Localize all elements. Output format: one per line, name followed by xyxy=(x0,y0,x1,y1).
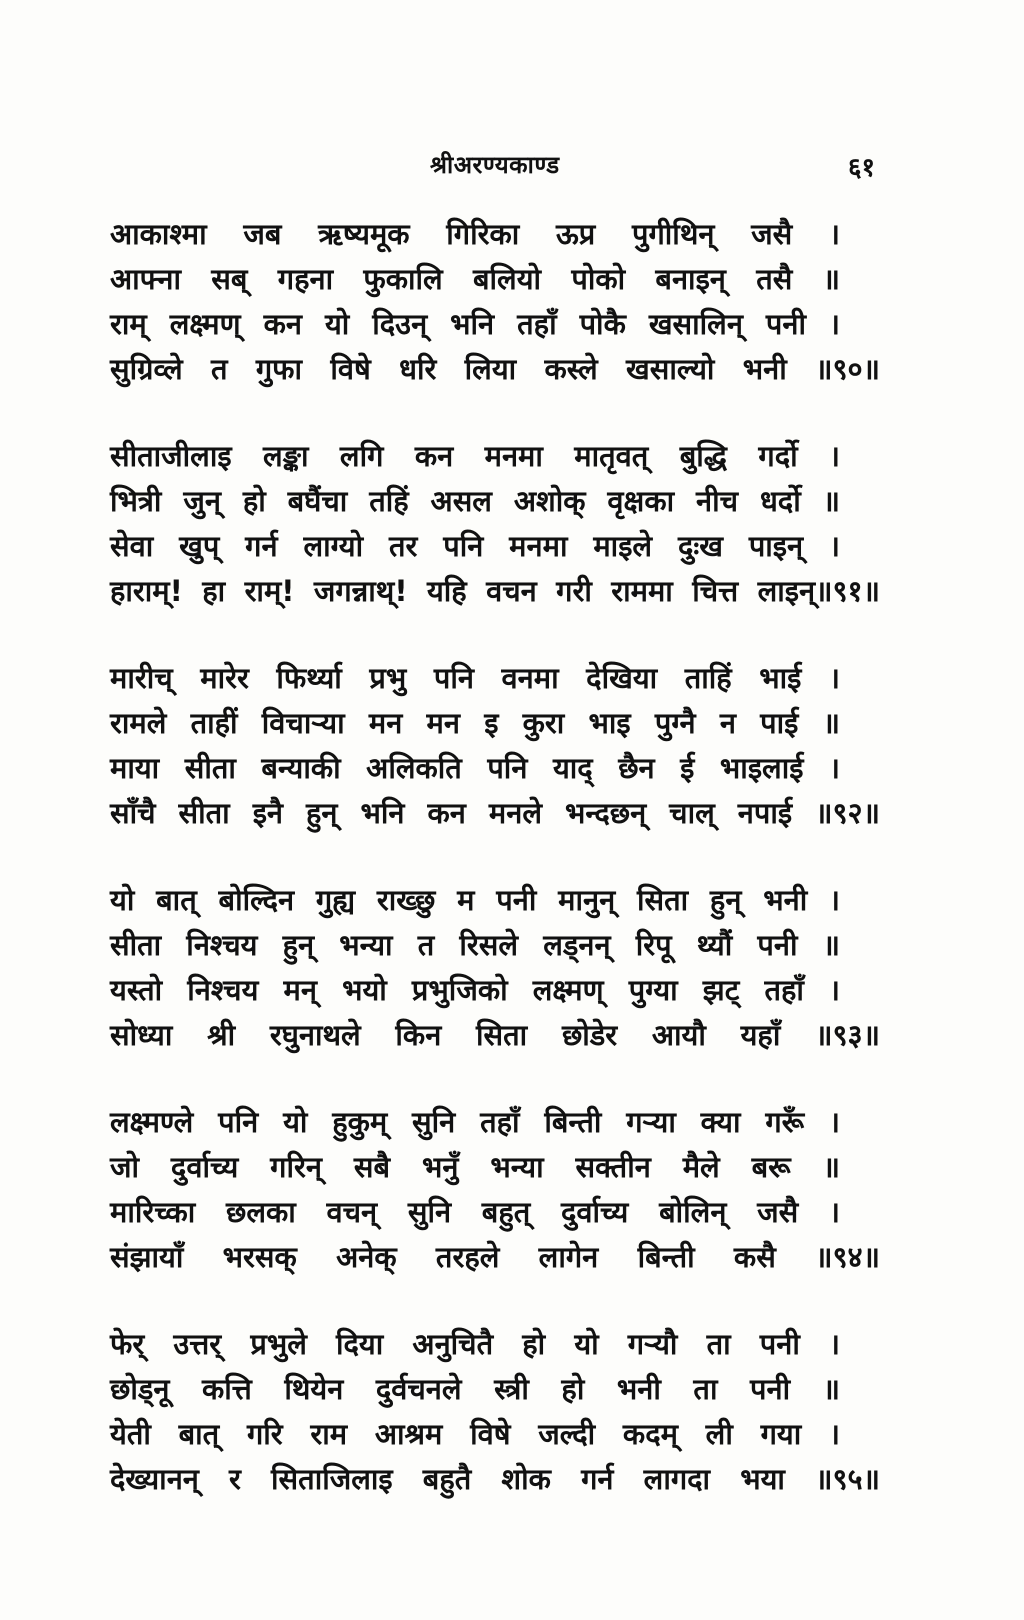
verse-line: यस्तो निश्चय मन् भयो प्रभुजिको लक्ष्मण् पुग्या झट् तहाँ । xyxy=(110,973,840,1007)
stanza-94 xyxy=(110,1100,900,1280)
verse-line: रामले ताहीं विचाऱ्या मन मन इ कुरा भाइ पुग्नै न पाई ॥ xyxy=(110,706,840,740)
verse-line: हाराम्! हा राम्! जगन्नाथ्! यहि वचन गरी राममा चित्त लाइन्॥९१॥ xyxy=(110,574,880,608)
stanza-95 xyxy=(110,1322,900,1502)
verse-line: यो बात् बोल्दिन गुह्य राख्छु म पनी मानुन् सिता हुन् भनी । xyxy=(110,883,840,917)
verse-line: लक्ष्मण्ले पनि यो हुकुम् सुनि तहाँ बिन्ती गऱ्या क्या गरूँ । xyxy=(110,1105,840,1139)
verse-line: सुग्रिव्ले त गुफा विषे धरि लिया कस्ले खसाल्यो भनी ॥९०॥ xyxy=(110,352,880,386)
running-header xyxy=(0,148,1024,188)
verse-line: राम् लक्ष्मण् कन यो दिउन् भनि तहाँ पोकै खसालिन् पनी । xyxy=(110,307,840,341)
verse-line: साँचै सीता इनै हुन् भनि कन मनले भन्दछन् चाल् नपाई ॥९२॥ xyxy=(110,796,880,830)
page-number: ६१ xyxy=(848,153,876,183)
verse-line: देख्यानन् र सिताजिलाइ बहुतै शोक गर्न लागदा भया ॥९५॥ xyxy=(110,1462,880,1496)
verse-line: सोध्या श्री रघुनाथले किन सिता छोडेर आयौ यहाँ ॥९३॥ xyxy=(110,1018,880,1052)
stanza-90 xyxy=(110,212,900,392)
verse-line: सीता निश्चय हुन् भन्या त रिसले लड्नन् रिपू थ्यौं पनी ॥ xyxy=(110,928,840,962)
verse-line: माया सीता बन्याकी अलिकति पनि याद् छैन ई भाइलाई । xyxy=(110,751,840,785)
stanza-93 xyxy=(110,878,900,1058)
verse-line: सेवा खुप् गर्न लाग्यो तर पनि मनमा माइले दुःख पाइन् । xyxy=(110,529,840,563)
verse-line: सीताजीलाइ लङ्का लगि कन मनमा मातृवत् बुद्धि गर्दो । xyxy=(110,439,840,473)
verse-line: येती बात् गरि राम आश्रम विषे जल्दी कदम् ली गया । xyxy=(110,1417,840,1451)
verse-line: मारिच्का छलका वचन् सुनि बहुत् दुर्वाच्य बोलिन् जसै । xyxy=(110,1195,840,1229)
chapter-title: श्रीअरण्यकाण्ड xyxy=(430,151,560,179)
verse-line: आकाश्मा जब ऋष्यमूक गिरिका ऊप्र पुगीथिन् जसै । xyxy=(110,217,840,251)
verse-line: छोड्नू कत्ति थियेन दुर्वचनले स्त्री हो भनी ता पनी ॥ xyxy=(110,1372,840,1406)
stanza-92 xyxy=(110,656,900,836)
stanza-91 xyxy=(110,434,900,614)
verse-line: जो दुर्वाच्य गरिन् सबै भनुँ भन्या सक्तीन मैले बरू ॥ xyxy=(110,1150,840,1184)
verse-line: फेर् उत्तर् प्रभुले दिया अनुचितै हो यो गऱ्यौ ता पनी । xyxy=(110,1327,840,1361)
verse-line: आफ्ना सब् गहना फुकालि बलियो पोको बनाइन् तसै ॥ xyxy=(110,262,840,296)
verse-line: भित्री जुन् हो बघैंचा तहिं असल अशोक् वृक्षका नीच धर्दो ॥ xyxy=(110,484,840,518)
verse-line: मारीच् मारेर फिर्थ्या प्रभु पनि वनमा देखिया ताहिं भाई । xyxy=(110,661,840,695)
verse-line: संझायाँ भरसक् अनेक् तरहले लागेन बिन्ती कसै ॥९४॥ xyxy=(110,1240,880,1274)
verse-body xyxy=(110,212,900,1544)
